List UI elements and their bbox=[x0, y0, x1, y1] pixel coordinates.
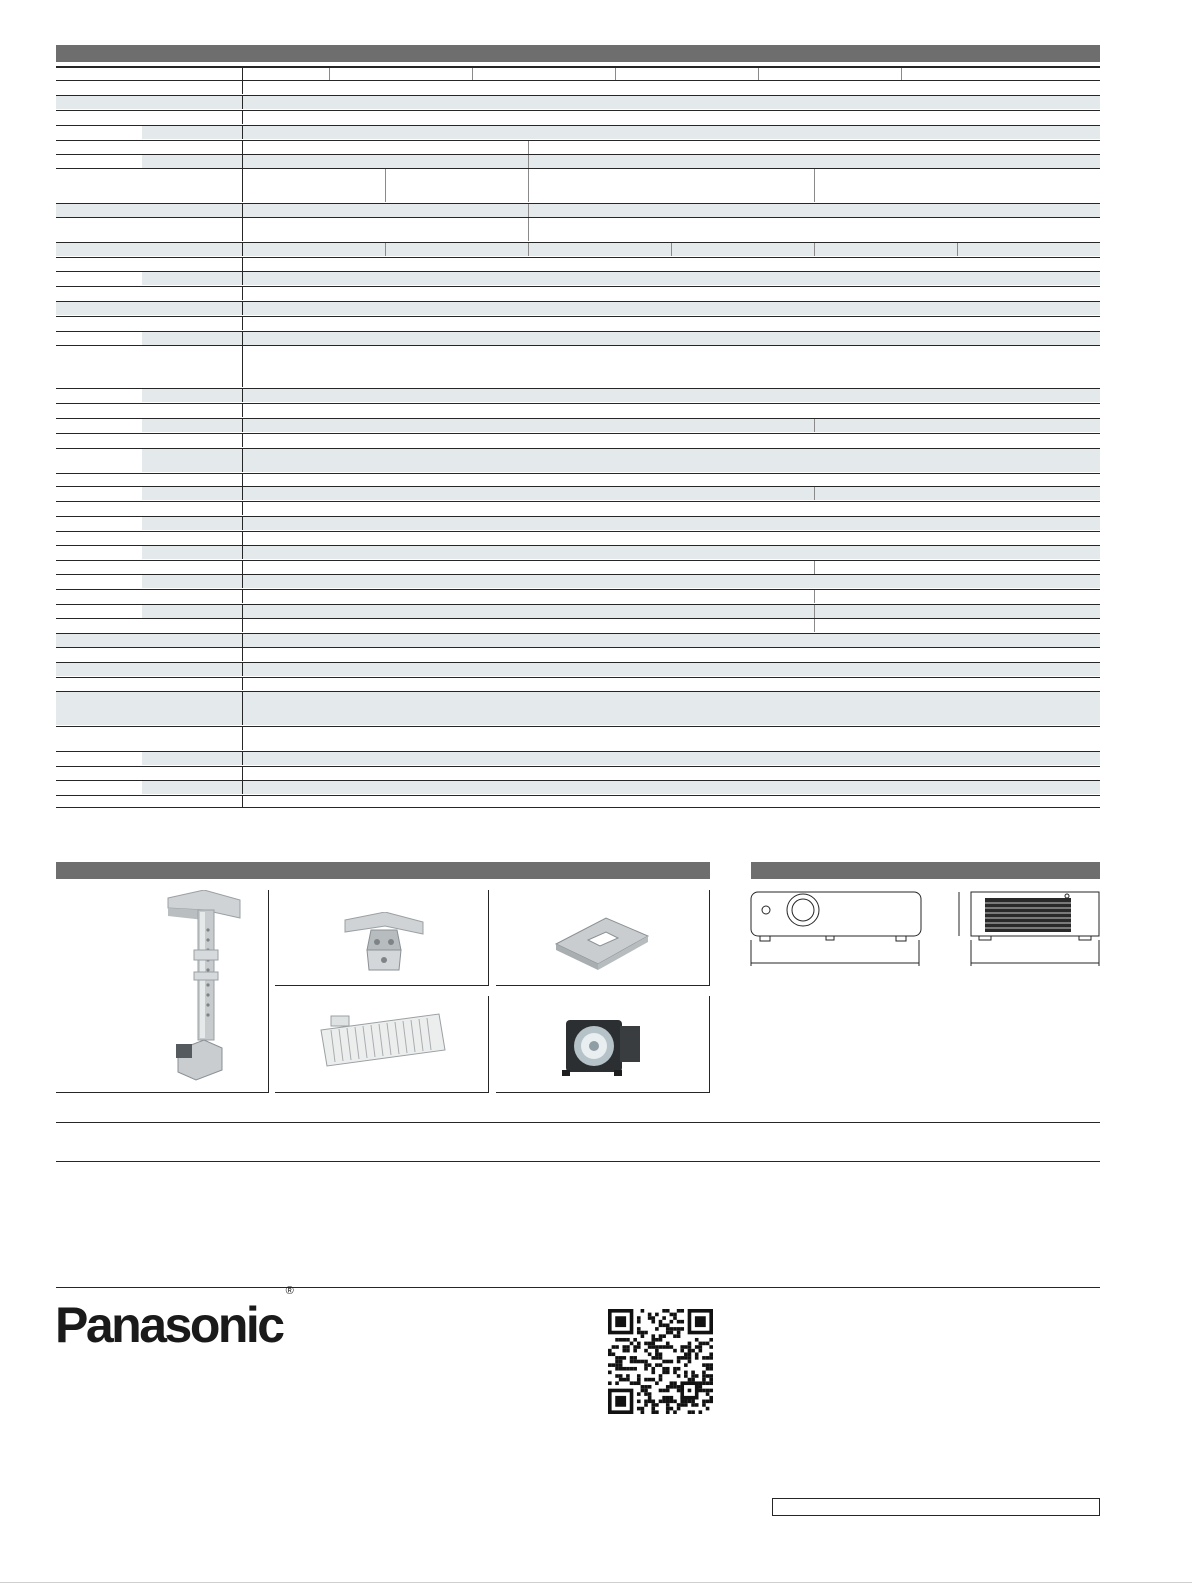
replacement-lamp-icon bbox=[560, 1012, 646, 1082]
spec-row-band bbox=[142, 155, 1100, 168]
spec-label-divider bbox=[242, 727, 243, 750]
spec-column-divider bbox=[472, 68, 473, 80]
spec-row bbox=[56, 560, 1100, 574]
spec-column-divider bbox=[758, 68, 759, 80]
spec-label-divider bbox=[242, 546, 243, 559]
spec-column-divider bbox=[814, 590, 815, 603]
spec-row bbox=[56, 677, 1100, 690]
spec-label-divider bbox=[242, 141, 243, 154]
options-section-header bbox=[56, 862, 710, 879]
spec-label-divider bbox=[242, 752, 243, 765]
spec-label-divider bbox=[242, 781, 243, 794]
spec-row bbox=[56, 516, 1100, 530]
spec-label-divider bbox=[242, 487, 243, 500]
option-mounting-plate bbox=[496, 890, 710, 986]
option-air-filter bbox=[275, 996, 489, 1093]
spec-label-divider bbox=[242, 575, 243, 588]
spec-row bbox=[56, 345, 1100, 387]
spec-row bbox=[56, 388, 1100, 402]
mounting-plate-icon bbox=[554, 914, 650, 972]
spec-column-divider bbox=[528, 218, 529, 241]
separator-line bbox=[56, 1161, 1100, 1162]
spec-row bbox=[56, 331, 1100, 345]
spec-row-band bbox=[56, 302, 1100, 315]
spec-label-divider bbox=[242, 258, 243, 271]
spec-column-divider bbox=[814, 487, 815, 500]
spec-row bbox=[56, 486, 1100, 500]
option-replacement-lamp bbox=[496, 996, 710, 1093]
qr-code-icon[interactable] bbox=[608, 1309, 713, 1414]
spec-column-divider bbox=[528, 243, 529, 256]
spec-label-divider bbox=[242, 287, 243, 300]
spec-label-divider bbox=[242, 449, 243, 472]
spec-column-divider bbox=[528, 155, 529, 168]
spec-row bbox=[56, 545, 1100, 559]
spec-label-divider bbox=[242, 155, 243, 168]
spec-row bbox=[56, 66, 1100, 80]
brand-name: Panasonic bbox=[55, 1297, 283, 1353]
spec-column-divider bbox=[901, 68, 902, 80]
spec-row-band bbox=[142, 419, 1100, 432]
spec-row-band bbox=[142, 389, 1100, 402]
spec-row bbox=[56, 316, 1100, 330]
projector-side-view-icon bbox=[955, 888, 1103, 968]
ceiling-mount-bracket-icon bbox=[341, 912, 425, 974]
spec-label-divider bbox=[242, 692, 243, 725]
spec-label-divider bbox=[242, 590, 243, 603]
spec-row-band bbox=[56, 634, 1100, 647]
projector-front-view-icon bbox=[748, 888, 924, 968]
spec-row bbox=[56, 271, 1100, 285]
spec-column-divider bbox=[814, 243, 815, 256]
spec-row bbox=[56, 726, 1100, 750]
spec-row bbox=[56, 217, 1100, 241]
spec-label-divider bbox=[242, 474, 243, 486]
separator-line bbox=[56, 1122, 1100, 1123]
spec-label-divider bbox=[242, 561, 243, 574]
spec-row-band bbox=[142, 546, 1100, 559]
air-filter-icon bbox=[317, 1012, 449, 1070]
spec-column-divider bbox=[528, 169, 529, 202]
spec-row-band bbox=[142, 126, 1100, 139]
spec-section-header bbox=[56, 45, 1100, 62]
spec-label-divider bbox=[242, 767, 243, 780]
spec-row bbox=[56, 403, 1100, 417]
spec-row bbox=[56, 95, 1100, 109]
spec-row bbox=[56, 531, 1100, 545]
spec-row bbox=[56, 242, 1100, 256]
spec-label-divider bbox=[242, 302, 243, 315]
spec-label-divider bbox=[242, 317, 243, 330]
spec-label-divider bbox=[242, 678, 243, 690]
spec-row bbox=[56, 286, 1100, 300]
spec-row bbox=[56, 795, 1100, 808]
spec-label-divider bbox=[242, 502, 243, 515]
spec-row bbox=[56, 418, 1100, 432]
registered-mark: ® bbox=[285, 1285, 294, 1298]
dimensions-section-header bbox=[751, 862, 1100, 879]
spec-column-divider bbox=[814, 561, 815, 574]
spec-column-divider bbox=[528, 141, 529, 154]
spec-label-divider bbox=[242, 169, 243, 202]
spec-row bbox=[56, 301, 1100, 315]
spec-row bbox=[56, 780, 1100, 794]
option-ceiling-bracket bbox=[275, 890, 489, 986]
spec-label-divider bbox=[242, 96, 243, 109]
spec-column-divider bbox=[329, 68, 330, 80]
spec-row bbox=[56, 662, 1100, 676]
spec-column-divider bbox=[814, 419, 815, 432]
spec-label-divider bbox=[242, 648, 243, 661]
spec-label-divider bbox=[242, 81, 243, 94]
spec-row-band bbox=[56, 663, 1100, 676]
option-ceiling-mount-pole bbox=[56, 890, 269, 1093]
spec-row bbox=[56, 604, 1100, 618]
spec-table bbox=[56, 64, 1100, 808]
spec-label-divider bbox=[242, 126, 243, 139]
spec-row bbox=[56, 80, 1100, 94]
spec-label-divider bbox=[242, 619, 243, 632]
spec-label-divider bbox=[242, 272, 243, 285]
spec-row-band bbox=[142, 449, 1100, 472]
spec-row-band bbox=[142, 272, 1100, 285]
spec-row bbox=[56, 501, 1100, 515]
spec-row bbox=[56, 203, 1100, 217]
spec-label-divider bbox=[242, 204, 243, 217]
spec-label-divider bbox=[242, 389, 243, 402]
spec-row bbox=[56, 633, 1100, 647]
spec-row-band bbox=[142, 605, 1100, 618]
spec-row bbox=[56, 618, 1100, 632]
spec-column-divider bbox=[814, 605, 815, 618]
spec-row bbox=[56, 257, 1100, 271]
spec-label-divider bbox=[242, 419, 243, 432]
spec-label-divider bbox=[242, 434, 243, 447]
spec-row-band bbox=[56, 96, 1100, 109]
separator-line bbox=[56, 1287, 1100, 1288]
spec-row bbox=[56, 751, 1100, 765]
spec-row bbox=[56, 691, 1100, 725]
spec-row bbox=[56, 110, 1100, 124]
spec-row bbox=[56, 433, 1100, 447]
spec-row bbox=[56, 125, 1100, 139]
spec-row bbox=[56, 766, 1100, 780]
spec-row bbox=[56, 589, 1100, 603]
spec-label-divider bbox=[242, 517, 243, 530]
spec-row-band bbox=[56, 204, 1100, 217]
spec-column-divider bbox=[671, 243, 672, 256]
spec-column-divider bbox=[957, 243, 958, 256]
spec-label-divider bbox=[242, 68, 243, 80]
spec-row bbox=[56, 473, 1100, 486]
spec-column-divider bbox=[385, 169, 386, 202]
ceiling-mount-pole-icon bbox=[156, 890, 246, 1086]
spec-row bbox=[56, 154, 1100, 168]
spec-label-divider bbox=[242, 532, 243, 545]
spec-label-divider bbox=[242, 634, 243, 647]
spec-row-band bbox=[142, 487, 1100, 500]
spec-row-band bbox=[56, 692, 1100, 725]
spec-label-divider bbox=[242, 404, 243, 417]
spec-label-divider bbox=[242, 663, 243, 676]
spec-label-divider bbox=[242, 243, 243, 256]
spec-row-band bbox=[142, 575, 1100, 588]
spec-label-divider bbox=[242, 346, 243, 387]
spec-row bbox=[56, 647, 1100, 661]
spec-column-divider bbox=[814, 169, 815, 202]
spec-column-divider bbox=[385, 243, 386, 256]
spec-row bbox=[56, 574, 1100, 588]
spec-label-divider bbox=[242, 796, 243, 807]
spec-row-band bbox=[142, 517, 1100, 530]
spec-row bbox=[56, 140, 1100, 154]
spec-column-divider bbox=[528, 204, 529, 217]
spec-label-divider bbox=[242, 218, 243, 241]
spec-label-divider bbox=[242, 605, 243, 618]
spec-label-divider bbox=[242, 111, 243, 124]
brand-logo bbox=[55, 1285, 294, 1353]
spec-row-band bbox=[142, 752, 1100, 765]
spec-row-band bbox=[142, 332, 1100, 345]
spec-row bbox=[56, 168, 1100, 202]
spec-row-band bbox=[142, 781, 1100, 794]
spec-row-band bbox=[56, 243, 1100, 256]
footer-box bbox=[772, 1498, 1100, 1516]
spec-row bbox=[56, 448, 1100, 472]
spec-column-divider bbox=[814, 619, 815, 632]
page-edge-line bbox=[0, 1582, 1192, 1583]
spec-label-divider bbox=[242, 332, 243, 345]
spec-column-divider bbox=[615, 68, 616, 80]
